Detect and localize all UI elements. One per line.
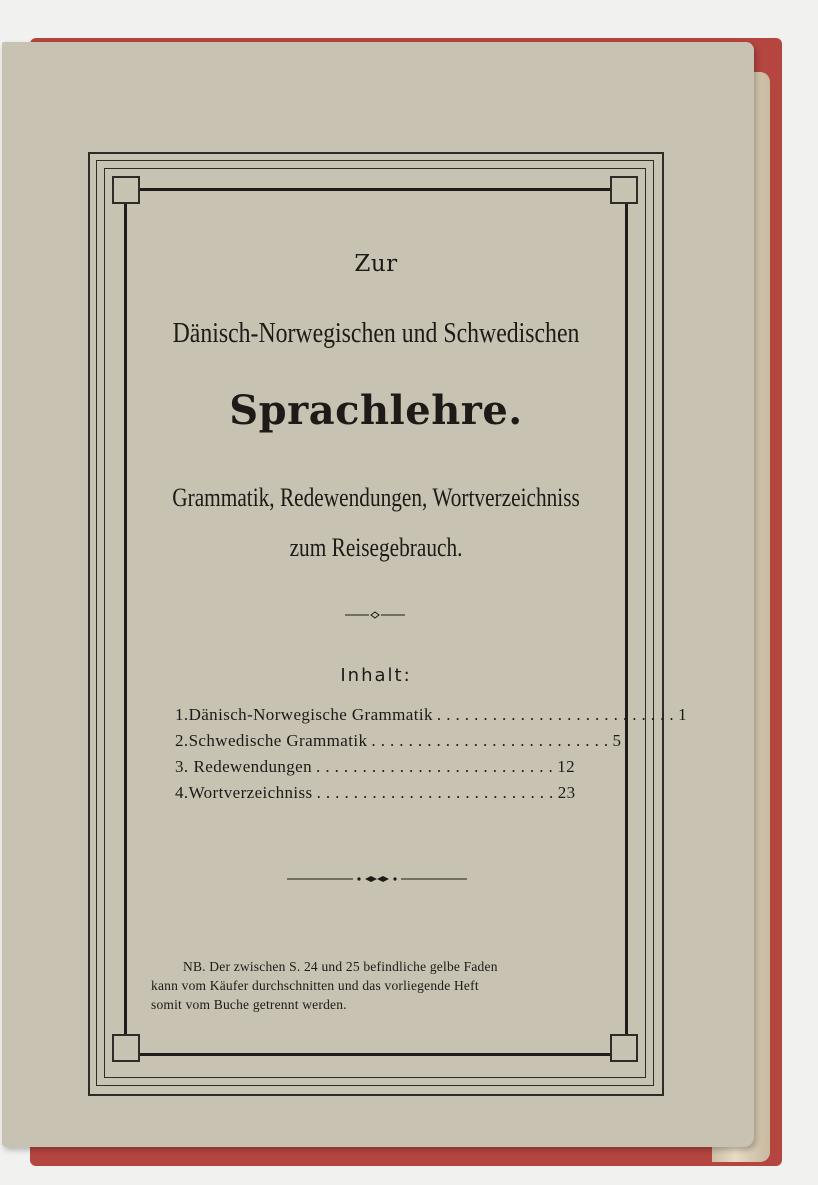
title-line: Dänisch-Norwegischen und Schwedischen bbox=[172, 317, 580, 349]
long-ornament-divider bbox=[287, 874, 467, 884]
toc-leader-dots: . . . . . . . . . . . . . . . . . . . . . . . . . . bbox=[436, 705, 675, 724]
note-line: kann vom Käufer durchschnitten und das vorliegende Heft bbox=[151, 978, 479, 993]
note-line: NB. Der zwischen S. 24 und 25 befindliche gelbe Faden bbox=[183, 959, 498, 974]
contents-heading: Inhalt: bbox=[340, 665, 412, 686]
note-line: somit vom Buche getrennt werden. bbox=[151, 997, 347, 1012]
toc-entry bbox=[175, 757, 575, 783]
table-of-contents bbox=[175, 705, 687, 809]
title-page-content bbox=[127, 191, 687, 1053]
toc-page-number: 12 bbox=[557, 757, 575, 776]
toc-title: Schwedische Grammatik bbox=[188, 731, 368, 750]
toc-page-number: 1 bbox=[678, 705, 687, 724]
subtitle-line-2: zum Reisegebrauch. bbox=[289, 533, 463, 562]
toc-title: Wortverzeichniss bbox=[188, 783, 313, 802]
toc-leader-dots: . . . . . . . . . . . . . . . . . . . . . . . . . . bbox=[316, 783, 554, 802]
toc-number: 4. bbox=[175, 783, 189, 802]
toc-page-number: 23 bbox=[557, 783, 576, 802]
toc-leader-dots: . . . . . . . . . . . . . . . . . . . . . . . . . . bbox=[316, 757, 554, 776]
toc-number: 2. bbox=[175, 731, 189, 750]
small-ornament-divider bbox=[345, 611, 405, 619]
toc-entry bbox=[175, 731, 622, 757]
title-page bbox=[2, 42, 754, 1147]
toc-title: Dänisch-Norwegische Grammatik bbox=[188, 705, 433, 724]
toc-entry bbox=[175, 705, 687, 731]
toc-number: 3. bbox=[175, 757, 189, 776]
nota-bene-note bbox=[151, 957, 606, 1014]
toc-leader-dots: . . . . . . . . . . . . . . . . . . . . . . . . . . bbox=[371, 731, 609, 750]
preposition-zur: Zur bbox=[354, 251, 398, 277]
subtitle-line-1: Grammatik, Redewendungen, Wortverzeichniss bbox=[172, 483, 580, 512]
main-title: Sprachlehre. bbox=[229, 387, 523, 434]
toc-page-number: 5 bbox=[612, 731, 622, 750]
toc-title: Redewendungen bbox=[193, 757, 313, 776]
toc-entry bbox=[175, 783, 575, 809]
toc-number: 1. bbox=[175, 705, 189, 724]
